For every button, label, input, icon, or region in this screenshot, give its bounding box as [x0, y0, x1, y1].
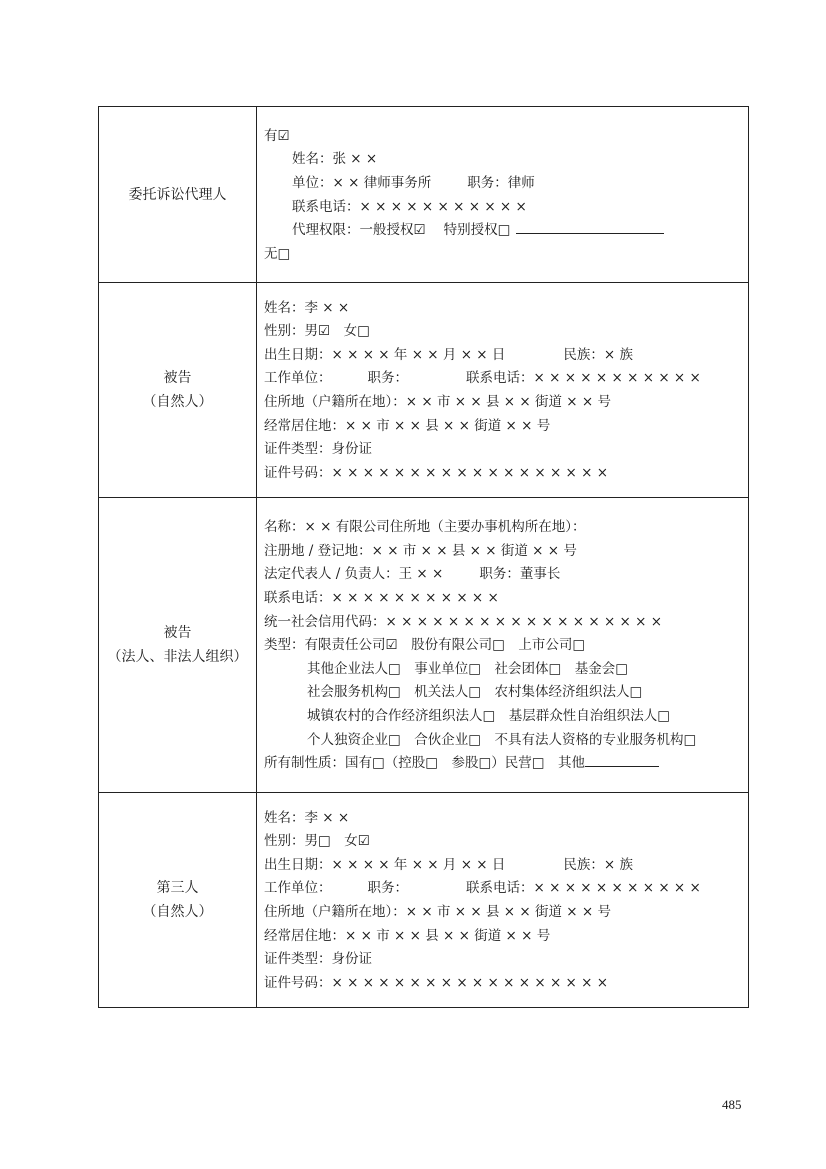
- third-party-gender[interactable]: 性别：男□ 女☑: [264, 833, 370, 850]
- defendant-label-sub: （自然人）: [142, 394, 213, 410]
- agent-label: 委托诉讼代理人: [99, 107, 257, 283]
- agent-phone: 联系电话：× × × × × × × × × × ×: [292, 198, 527, 215]
- defendant-org-label: [99, 498, 257, 793]
- org-type-options-2[interactable]: 其他企业法人□ 事业单位□ 社会团体□ 基金会□: [307, 660, 629, 677]
- org-name: 名称：× × 有限公司住所地（主要办事机构所在地）：: [264, 519, 586, 536]
- third-party-label-title: 第三人: [156, 880, 199, 896]
- org-registered-address: 注册地 / 登记地：× × 市 × × 县 × × 街道 × × 号: [264, 542, 577, 559]
- third-party-domicile: 住所地（户籍所在地）：× × 市 × × 县 × × 街道 × × 号: [264, 904, 611, 920]
- defendant-phone: 联系电话：× × × × × × × × × × ×: [466, 370, 701, 387]
- agent-unit: 单位：× × 律师事务所: [292, 174, 432, 191]
- defendant-id-number: 证件号码：× × × × × × × × × × × × × × × × × ×: [264, 464, 609, 481]
- defendant-person-content: [257, 283, 749, 498]
- third-party-content: [257, 793, 749, 1008]
- agent-authority-line: [264, 219, 748, 243]
- org-rep-position: 职务：董事长: [479, 566, 561, 583]
- third-party-label: [99, 793, 257, 1008]
- agent-general-authority[interactable]: 代理权限：一般授权☑: [292, 222, 426, 239]
- defendant-gender[interactable]: 性别：男☑ 女□: [264, 323, 370, 340]
- agent-name: 姓名：张 × ×: [292, 151, 378, 168]
- org-phone: 联系电话：× × × × × × × × × × ×: [264, 590, 499, 607]
- third-party-id-number: 证件号码：× × × × × × × × × × × × × × × × × ×: [264, 974, 609, 991]
- defendant-name: 姓名：李 × ×: [264, 299, 350, 316]
- defendant-org-content: [257, 498, 749, 793]
- org-credit-code: 统一社会信用代码：× × × × × × × × × × × × × × × × × ×: [264, 613, 663, 630]
- third-party-row: [99, 793, 749, 1008]
- org-label-title: 被告: [163, 625, 192, 641]
- org-legal-rep: 法定代表人 / 负责人：王 × ×: [264, 566, 444, 583]
- third-party-residence: 经常居住地：× × 市 × × 县 × × 街道 × × 号: [264, 927, 551, 944]
- defendant-label-title: 被告: [163, 370, 192, 386]
- defendant-residence: 经常居住地：× × 市 × × 县 × × 街道 × × 号: [264, 417, 551, 434]
- third-party-work-unit: 工作单位：: [264, 880, 332, 897]
- third-party-phone: 联系电话：× × × × × × × × × × ×: [466, 880, 701, 897]
- org-type-options-4[interactable]: 城镇农村的合作经济组织法人□ 基层群众性自治组织法人□: [307, 707, 671, 724]
- defendant-ethnic: 民族：× 族: [563, 346, 634, 363]
- org-legal-rep-line: [264, 563, 748, 587]
- agent-content: [257, 107, 749, 283]
- org-type-options-5[interactable]: 个人独资企业□ 合伙企业□ 不具有法人资格的专业服务机构□: [307, 731, 697, 748]
- org-ownership[interactable]: 所有制性质：国有□（控股□ 参股□）民营□ 其他: [264, 755, 586, 772]
- defendant-birth: 出生日期：× × × × 年 × × 月 × × 日: [264, 346, 506, 363]
- org-type-options-1[interactable]: 类型：有限责任公司☑ 股份有限公司□ 上市公司□: [264, 637, 586, 654]
- agent-special-authority[interactable]: 特别授权□: [443, 222, 511, 239]
- special-authority-blank[interactable]: [516, 219, 664, 234]
- defendant-position: 职务：: [367, 370, 408, 387]
- third-party-name: 姓名：李 × ×: [264, 809, 350, 826]
- defendant-person-label: [99, 283, 257, 498]
- third-party-id-type: 证件类型：身份证: [264, 951, 372, 968]
- third-party-birth-line: [264, 854, 748, 878]
- defendant-work-unit: 工作单位：: [264, 370, 332, 387]
- agent-unit-line: [264, 172, 748, 196]
- org-ownership-line[interactable]: [264, 752, 748, 776]
- defendant-id-type: 证件类型：身份证: [264, 441, 372, 458]
- page-number: 485: [722, 1097, 742, 1112]
- agent-none-option[interactable]: 无□: [264, 245, 291, 262]
- defendant-work-line: [264, 367, 748, 391]
- defendant-org-row: [99, 498, 749, 793]
- agent-row: [99, 107, 749, 283]
- org-type-options-3[interactable]: 社会服务机构□ 机关法人□ 农村集体经济组织法人□: [307, 684, 643, 701]
- defendant-person-row: [99, 283, 749, 498]
- third-party-position: 职务：: [367, 880, 408, 897]
- defendant-domicile: 住所地（户籍所在地）：× × 市 × × 县 × × 街道 × × 号: [264, 394, 611, 410]
- third-party-ethnic: 民族：× 族: [563, 856, 634, 873]
- third-party-birth: 出生日期：× × × × 年 × × 月 × × 日: [264, 856, 506, 873]
- third-party-work-line: [264, 877, 748, 901]
- org-label-sub: （法人、非法人组织）: [107, 649, 248, 665]
- agent-has-option[interactable]: 有☑: [264, 127, 290, 144]
- defendant-birth-line: [264, 344, 748, 368]
- agent-position: 职务：律师: [467, 174, 535, 191]
- complaint-form-table: [98, 106, 749, 1008]
- third-party-label-sub: （自然人）: [142, 904, 213, 920]
- ownership-other-blank[interactable]: [585, 752, 659, 767]
